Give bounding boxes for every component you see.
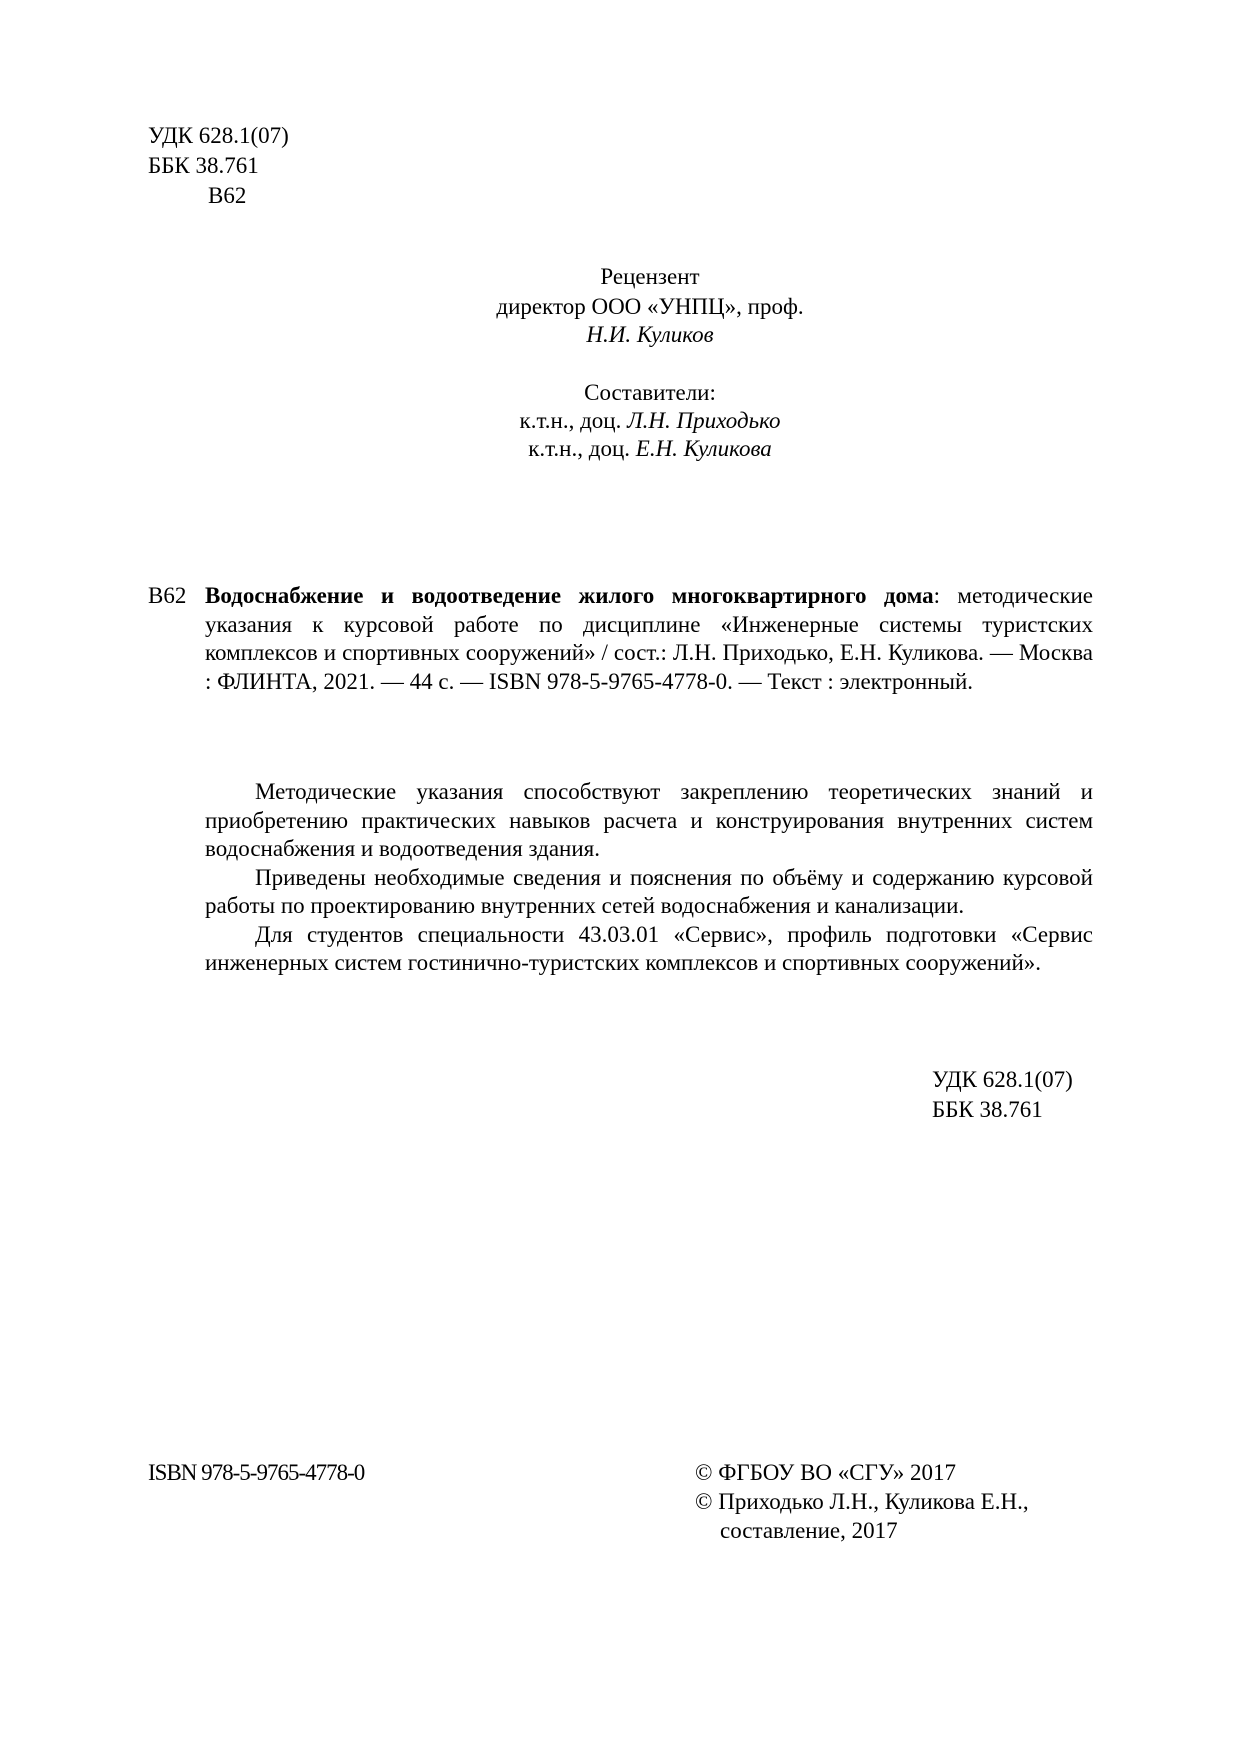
bibliographic-details: : методические указания к курсовой работе по дисциплине «Инженерные системы туристских комплексов и спортивных сооружений» / сост.: Л.Н. Приходько, Е.Н. Куликова. — Москва : ФЛИНТА, 2021. — 44 с. — ISBN 978-5-9765-4778-0. — Текст : электронный. xyxy=(205,583,1094,694)
compiler-line-1 xyxy=(430,406,870,436)
compiler-degree: к.т.н., доц. xyxy=(519,408,622,433)
abstract-paragraph-2: Приведены необходимые сведения и пояснения по объёму и содержанию курсовой работы по проектированию внутренних сетей водоснабжения и канализации. xyxy=(205,864,1093,918)
compiler-degree: к.т.н., доц. xyxy=(528,436,631,461)
abstract-paragraph-1: Методические указания способствуют закреплению теоретических знаний и приобретению практических навыков расчета и конструирования внутренних систем водоснабжения и водоотведения здания. xyxy=(205,779,1093,861)
compiler-name: Е.Н. Куликова xyxy=(635,436,772,461)
book-title: Водоснабжение и водоотведение жилого многоквартирного дома xyxy=(205,583,934,608)
reviewer-position: директор ООО «УНПЦ», проф. xyxy=(496,294,804,319)
abstract xyxy=(205,778,1093,978)
author-code-header: В62 xyxy=(208,183,247,208)
compiler-name: Л.Н. Приходько xyxy=(627,408,781,433)
bbk-bottom: ББК 38.761 xyxy=(932,1097,1043,1122)
copyright-compilation: составление, 2017 xyxy=(720,1518,898,1543)
compiler-line-2 xyxy=(430,434,870,464)
reviewer-heading: Рецензент xyxy=(600,264,700,289)
reviewer-name: Н.И. Куликов xyxy=(586,322,714,347)
udk-bottom: УДК 628.1(07) xyxy=(932,1067,1073,1092)
bibliographic-description xyxy=(205,582,1093,696)
bbk-header: ББК 38.761 xyxy=(148,153,259,178)
bibliographic-code: В62 xyxy=(148,583,187,608)
isbn-footer: ISBN 978-5-9765-4778-0 xyxy=(148,1460,365,1485)
abstract-paragraph-3: Для студентов специальности 43.03.01 «Сервис», профиль подготовки «Сервис инженерных систем гостинично-туристских комплексов и спортивных сооружений». xyxy=(205,921,1093,975)
compilers-heading: Составители: xyxy=(584,380,716,405)
udk-header: УДК 628.1(07) xyxy=(148,123,289,148)
copyright-authors: © Приходько Л.Н., Куликова Е.Н., xyxy=(695,1489,1029,1514)
copyright-university: © ФГБОУ ВО «СГУ» 2017 xyxy=(695,1460,957,1485)
